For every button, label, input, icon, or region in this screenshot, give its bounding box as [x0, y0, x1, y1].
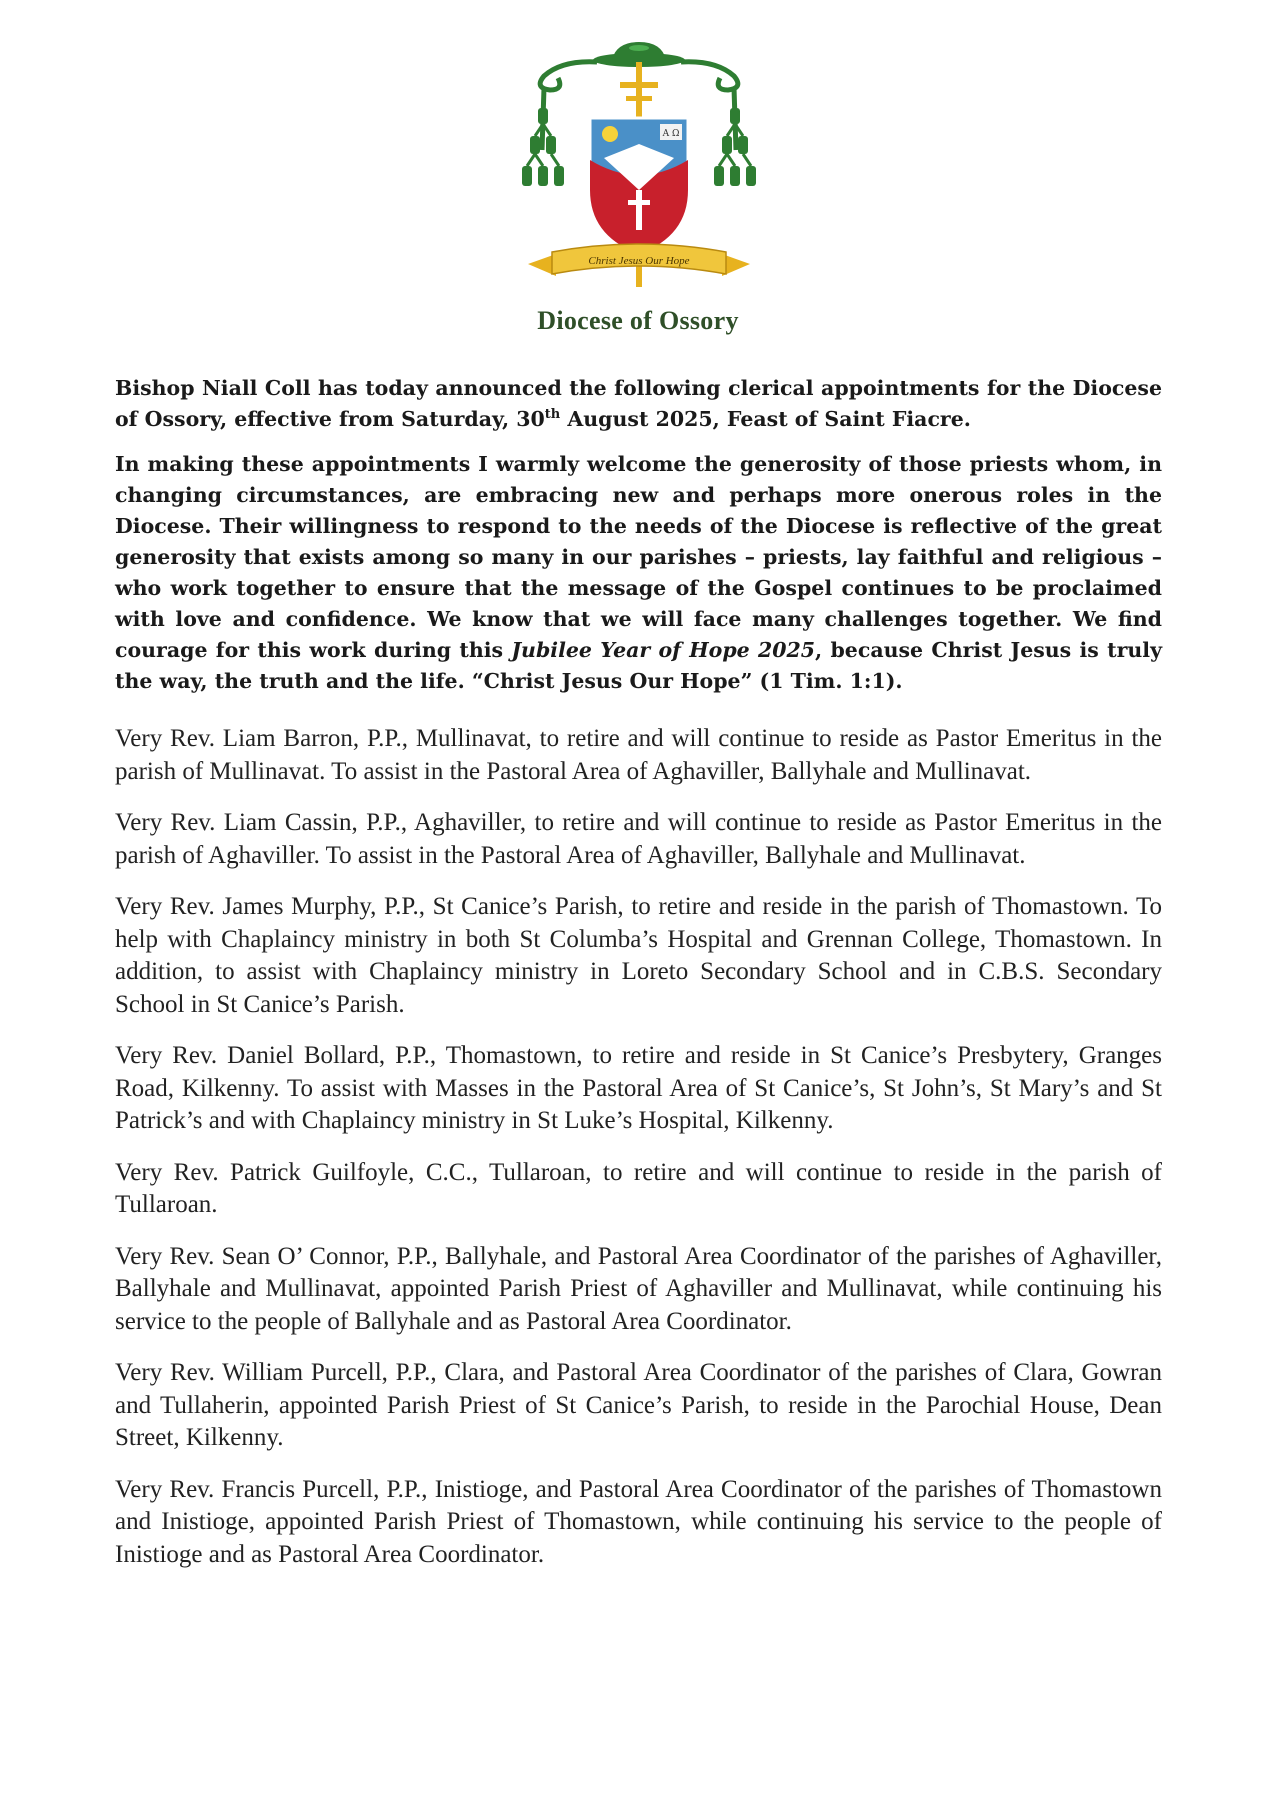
intro-text: In making these appointments I warmly welcome the generosity of those priests whom, in changing circumstances, are embracing new and perhaps more onerous roles in the Diocese. Their willingness to respond to the needs of the Diocese is reflective of the great generosity that exists among so many in our parishes – priests, lay faithful and religious – who work together to ensure that the message of the Gospel continues to be proclaimed with love and confidence. We know that we will face many challenges together. We find courage for this work during this	[115, 452, 1162, 662]
appointment-paragraph: Very Rev. Liam Cassin, P.P., Aghaviller, to retire and will continue to reside as Pastor Emeritus in the parish of Aghaviller. To assist in the Pastoral Area of Aghaviller, Ballyhale and Mullinavat.	[115, 809, 1162, 869]
appointment-paragraph: Very Rev. Liam Barron, P.P., Mullinavat, to retire and will continue to reside as Pastor Emeritus in the parish of Mullinavat. To assist in the Pastoral Area of Aghaviller, Ballyhale and Mullinavat.	[115, 725, 1162, 785]
svg-text:A Ω: A Ω	[662, 129, 680, 139]
intro-paragraph-1	[115, 373, 1162, 435]
appointment-paragraph: Very Rev. Daniel Bollard, P.P., Thomastown, to retire and reside in St Canice’s Presbytery, Granges Road, Kilkenny. To assist with Masses in the Pastoral Area of St Canice’s, St John’s, St Mary’s and St Patrick’s and with Chaplaincy ministry in St Luke’s Hospital, Kilkenny.	[115, 1042, 1162, 1134]
diocese-crest-logo	[512, 40, 766, 310]
appointment-paragraph: Very Rev. William Purcell, P.P., Clara, and Pastoral Area Coordinator of the parishes of Clara, Gowran and Tullaherin, appointed Parish Priest of St Canice’s Parish, to reside in the Parochial House, Dean Street, Kilkenny.	[115, 1359, 1162, 1451]
italic-text: Jubilee Year of Hope 2025	[511, 638, 816, 662]
diocese-title: Diocese of Ossory	[537, 306, 739, 335]
intro-text: , because Christ Jesus is truly the way, the truth and the life. “Christ Jesus Our Hope” (1 Tim. 1:1).	[115, 638, 1163, 693]
intro-paragraph-2	[115, 449, 1162, 697]
intro-text: Bishop Niall Coll has today announced the following clerical appointments for the Diocese of Ossory, effective from Saturday, 30	[115, 376, 1162, 431]
appointment-paragraph: Very Rev. Patrick Guilfoyle, C.C., Tullaroan, to retire and will continue to reside in the parish of Tullaroan.	[115, 1158, 1162, 1218]
appointment-paragraph: Very Rev. Sean O’ Connor, P.P., Ballyhale, and Pastoral Area Coordinator of the parishes of Aghaviller, Ballyhale and Mullinavat, appointed Parish Priest of Aghaviller and Mullinavat, while continuing his service to the people of Ballyhale and as Pastoral Area Coordinator.	[115, 1242, 1162, 1335]
appointment-paragraph: Very Rev. James Murphy, P.P., St Canice’s Parish, to retire and reside in the parish of Thomastown. To help with Chaplaincy ministry in both St Columba’s Hospital and Grennan College, Thomastown. In addition, to assist with Chaplaincy ministry in Loreto Secondary School and in C.B.S. Secondary School in St Canice’s Parish.	[115, 893, 1162, 1018]
svg-text:Christ Jesus Our Hope: Christ Jesus Our Hope	[588, 255, 690, 267]
document-body	[115, 373, 1162, 1590]
superscript: th	[544, 407, 561, 423]
intro-text: August 2025, Feast of Saint Fiacre.	[560, 407, 971, 431]
appointment-paragraph: Very Rev. Francis Purcell, P.P., Inistioge, and Pastoral Area Coordinator of the parishes of Thomastown and Inistioge, appointed Parish Priest of Thomastown, while continuing his service to the people of Inistioge and as Pastoral Area Coordinator.	[115, 1475, 1162, 1568]
